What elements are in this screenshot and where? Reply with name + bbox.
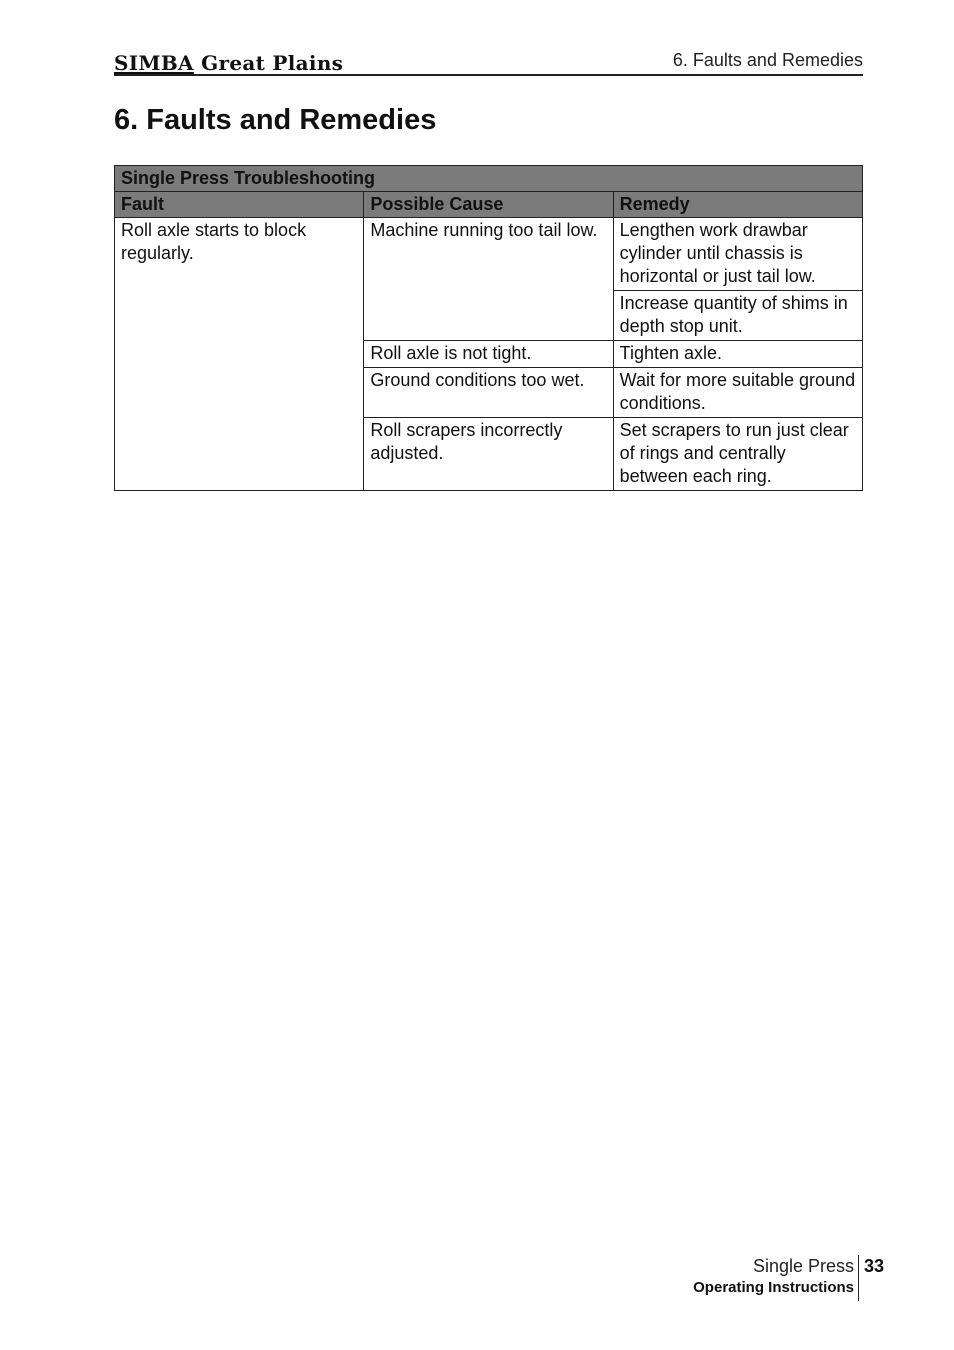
remedy-cell: Set scrapers to run just clear of rings and centrally between each ring. [613, 418, 862, 491]
table-title: Single Press Troubleshooting [115, 166, 863, 192]
footer-product: Single Press [752, 1256, 854, 1276]
table-title-row [115, 166, 863, 192]
cause-cell: Roll axle is not tight. [364, 341, 613, 368]
header-section-title: 6. Faults and Remedies [672, 50, 863, 70]
cause-cell: Ground conditions too wet. [364, 368, 613, 418]
column-header-remedy: Remedy [613, 192, 862, 218]
page-number: 33 [864, 1256, 885, 1276]
brand-primary: SIMBA [114, 51, 194, 75]
brand-logo [114, 51, 343, 75]
column-header-fault: Fault [115, 192, 364, 218]
page-footer [693, 1255, 859, 1301]
troubleshooting-table [114, 165, 863, 491]
table-header-row [115, 192, 863, 218]
page-title: 6. Faults and Remedies [114, 104, 437, 136]
table-row [115, 218, 863, 291]
remedy-cell: Tighten axle. [613, 341, 862, 368]
remedy-cell: Lengthen work drawbar cylinder until chassis is horizontal or just tail low. [613, 218, 862, 291]
cause-cell: Roll scrapers incorrectly adjusted. [364, 418, 613, 491]
remedy-cell: Wait for more suitable ground conditions. [613, 368, 862, 418]
brand-secondary: Great Plains [201, 51, 344, 75]
footer-subtitle: Operating Instructions [693, 1279, 854, 1296]
remedy-cell: Increase quantity of shims in depth stop unit. [613, 291, 862, 341]
cause-cell: Machine running too tail low. [364, 218, 613, 341]
fault-cell: Roll axle starts to block regularly. [115, 218, 364, 491]
page-header [114, 48, 863, 76]
column-header-possible-cause: Possible Cause [364, 192, 613, 218]
